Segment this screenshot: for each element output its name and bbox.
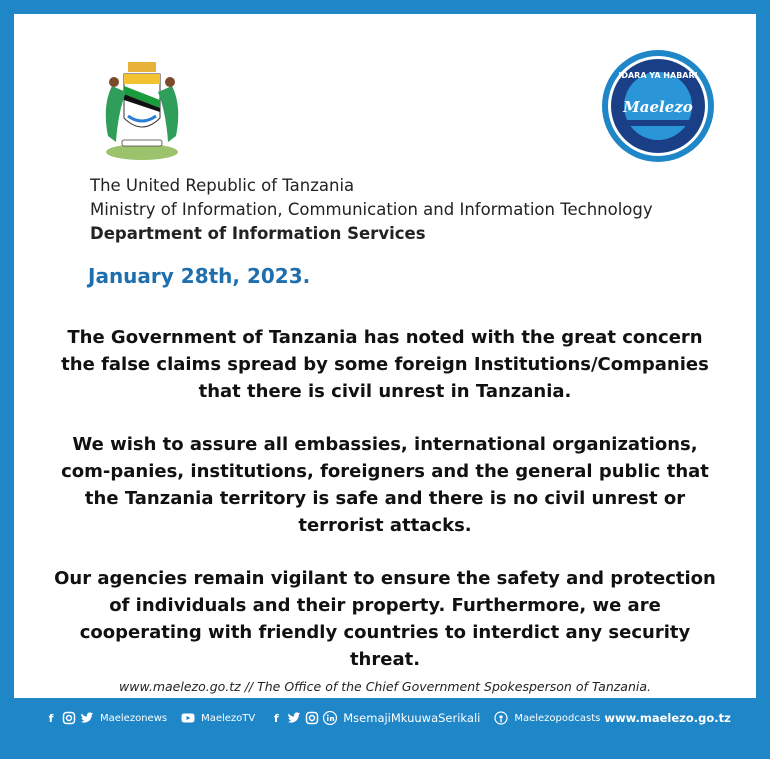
paragraph: We wish to assure all embassies, international organizations, com-panies, institutions, foreigners and the general public that the Tanzania territory is safe and there is no civil unrest or terrorist attacks. [61, 434, 709, 536]
facebook-icon[interactable]: f [273, 711, 279, 725]
social-bar [0, 700, 770, 736]
logo-name: Maelezo [623, 98, 693, 116]
department-name: Department of Information Services [90, 224, 426, 243]
handle-maelezonews[interactable]: Maelezonews [100, 712, 168, 724]
twitter-icon[interactable] [80, 711, 94, 725]
website-link[interactable]: www.maelezo.go.tz [604, 711, 731, 725]
social-group-news[interactable] [44, 711, 171, 725]
press-release-page [14, 14, 756, 698]
instagram-icon[interactable] [305, 711, 319, 725]
paragraph: Our agencies remain vigilant to ensure the safety and protection of individuals and their property. Furthermore, we are cooperating with friendly countries to interdict any security threat. [54, 568, 716, 670]
handle-maelezopodcasts[interactable]: Maelezopodcasts [514, 712, 601, 724]
letterhead [90, 174, 730, 246]
handle-msemaji[interactable]: MsemajiMkuuwaSerikali [343, 711, 481, 725]
logo-arc-text: IDARA YA HABARI [618, 71, 698, 80]
statement-body [54, 324, 716, 699]
country-name: The United Republic of Tanzania [90, 176, 355, 195]
podcast-icon[interactable] [494, 711, 508, 725]
release-date: January 28th, 2023. [88, 264, 311, 288]
linkedin-icon[interactable] [323, 711, 337, 725]
youtube-icon[interactable] [181, 711, 195, 725]
social-group-tv[interactable] [181, 711, 259, 725]
facebook-icon[interactable]: f [48, 711, 54, 725]
instagram-icon[interactable] [62, 711, 76, 725]
ministry-name: Ministry of Information, Communication and Information Technology [90, 200, 653, 219]
social-group-podcasts[interactable] [494, 711, 604, 725]
paragraph: The Government of Tanzania has noted with the great concern the false claims spread by some foreign Institutions/Companies that there is civil unrest in Tanzania. [61, 327, 709, 402]
social-group-spokesperson[interactable] [269, 711, 484, 725]
handle-maelezotv[interactable]: MaelezoTV [201, 712, 256, 724]
maelezo-logo-icon [600, 48, 716, 164]
coat-of-arms-icon [92, 56, 192, 164]
footer-credit: www.maelezo.go.tz // The Office of the Chief Government Spokesperson of Tanzania. [119, 679, 651, 694]
twitter-icon[interactable] [287, 711, 301, 725]
